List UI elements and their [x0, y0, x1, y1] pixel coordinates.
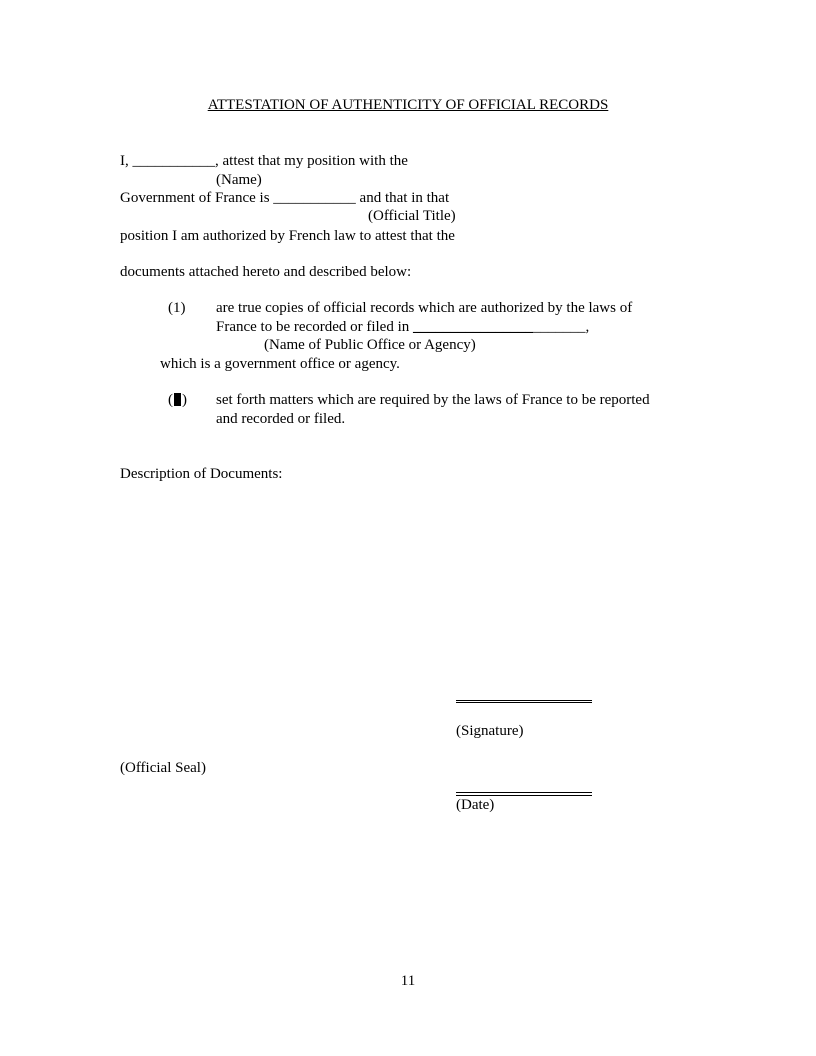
official-seal-label: (Official Seal) [120, 760, 206, 776]
name-caption: (Name) [216, 172, 262, 188]
date-label: (Date) [456, 797, 495, 813]
date-line[interactable] [456, 792, 592, 793]
item-1-line-2: France to be recorded or filed in _______________________, [216, 319, 590, 335]
intro-line-1: I, ___________, attest that my position with the [120, 153, 408, 169]
signature-line-double [456, 702, 592, 703]
intro-line-4: documents attached hereto and described below: [120, 264, 412, 280]
official-title-caption: (Official Title) [368, 208, 456, 224]
item-1-line-3: which is a government office or agency. [160, 356, 400, 372]
checkbox-filled-icon[interactable] [174, 393, 181, 406]
name-blank[interactable]: ___________ [132, 153, 215, 169]
item-1-marker: (1) [168, 300, 186, 316]
official-title-blank[interactable]: ___________ [273, 190, 356, 206]
description-label: Description of Documents: [120, 466, 283, 482]
item-2-marker[interactable]: ( ) [168, 392, 187, 408]
intro-line-2: Government of France is ___________ and that in that [120, 190, 450, 206]
public-office-blank[interactable]: ________________ [413, 319, 533, 335]
page-title: ATTESTATION OF AUTHENTICITY OF OFFICIAL RECORDS [207, 97, 609, 113]
signature-line[interactable] [456, 700, 592, 701]
item-2-line-1: set forth matters which are required by the laws of France to be reported [216, 392, 650, 408]
signature-label: (Signature) [456, 723, 524, 739]
item-1-line-1: are true copies of official records which are authorized by the laws of [216, 300, 633, 316]
intro-line-3: position I am authorized by French law to attest that the [120, 228, 455, 244]
page-number: 11 [400, 973, 416, 989]
item-2-line-2: and recorded or filed. [216, 411, 346, 427]
public-office-caption: (Name of Public Office or Agency) [264, 337, 476, 353]
